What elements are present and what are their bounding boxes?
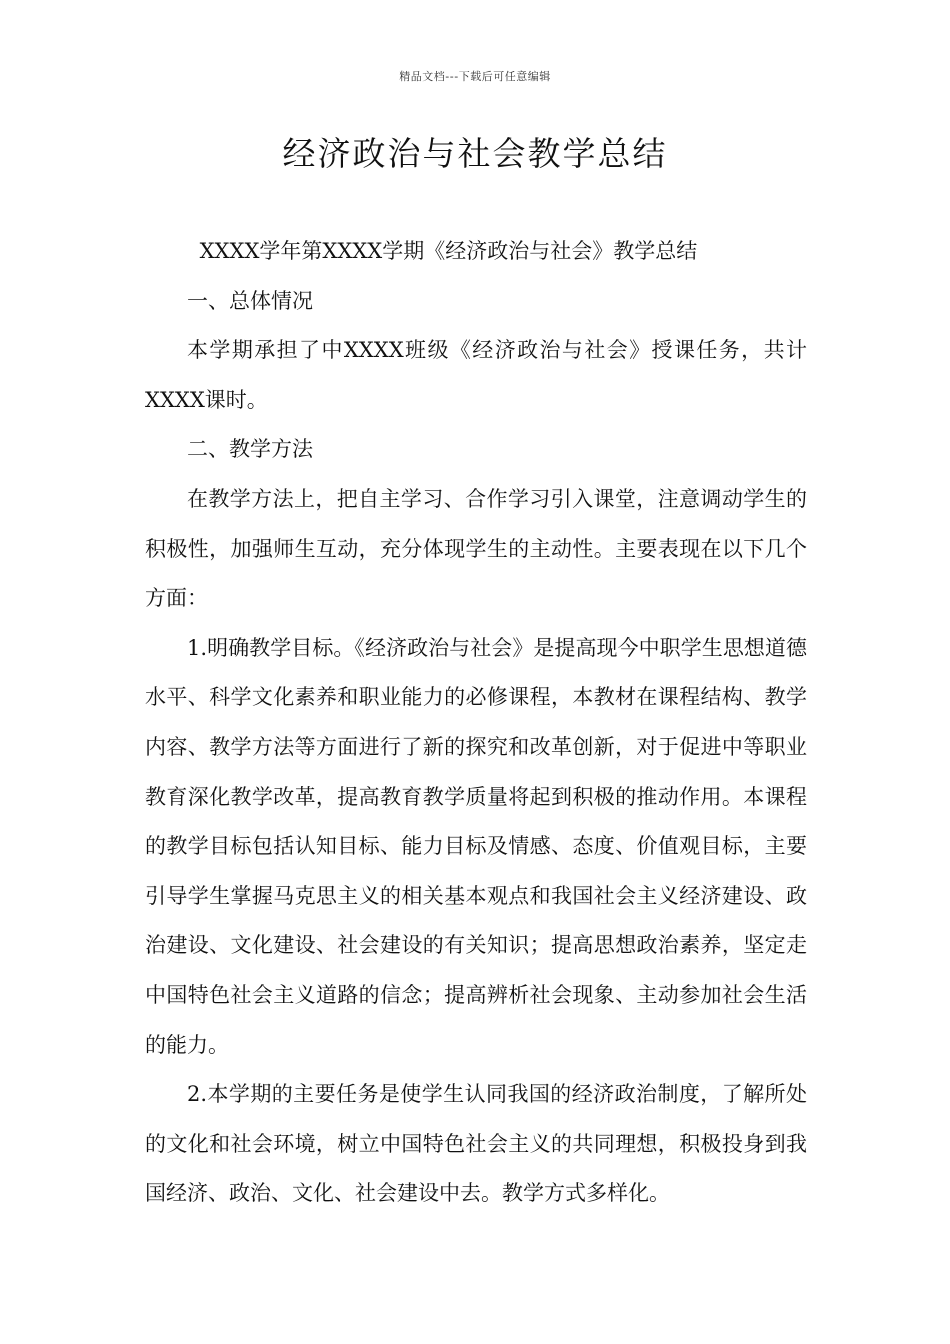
section-heading-methods: 二、教学方法 bbox=[187, 437, 313, 462]
document-title: 经济政治与社会教学总结 bbox=[282, 134, 668, 173]
header-note: 精品文档---下载后可任意编辑 bbox=[399, 70, 551, 83]
document-subtitle: XXXX学年第XXXX学期《经济政治与社会》教学总结 bbox=[199, 239, 698, 263]
paragraph-item-1: 1.明确教学目标。《经济政治与社会》是提高现今中职学生思想道德水平、科学文化素养和职业能力的必修课程，本教材在课程结构、教学内容、教学方法等方面进行了新的探究和改革创新，对于促进中等职业教育深化教学改革，提高教育教学质量将起到积极的推动作用。本课程的教学目标包括认知目标、能力目标及情感、态度、价值观目标，主要引导学生掌握马克思主义的相关基本观点和我国社会主义经济建设、政治建设、文化建设、社会建设的有关知识；提高思想政治素养，坚定走中国特色社会主义道路的信念；提高辨析社会现象、主动参加社会生活的能力。 bbox=[145, 635, 807, 1057]
document-body bbox=[145, 227, 807, 1219]
paragraph-item-2: 2.本学期的主要任务是使学生认同我国的经济政治制度，了解所处的文化和社会环境，树立中国特色社会主义的共同理想，积极投身到我国经济、政治、文化、社会建设中去。教学方式多样化。 bbox=[145, 1082, 807, 1206]
paragraph-methods-intro: 在教学方法上，把自主学习、合作学习引入课堂，注意调动学生的积极性，加强师生互动，充分体现学生的主动性。主要表现在以下几个方面： bbox=[145, 486, 807, 611]
paragraph-overview: 本学期承担了中XXXX班级《经济政治与社会》授课任务，共计XXXX课时。 bbox=[145, 338, 807, 412]
section-heading-overview: 一、总体情况 bbox=[187, 288, 313, 313]
